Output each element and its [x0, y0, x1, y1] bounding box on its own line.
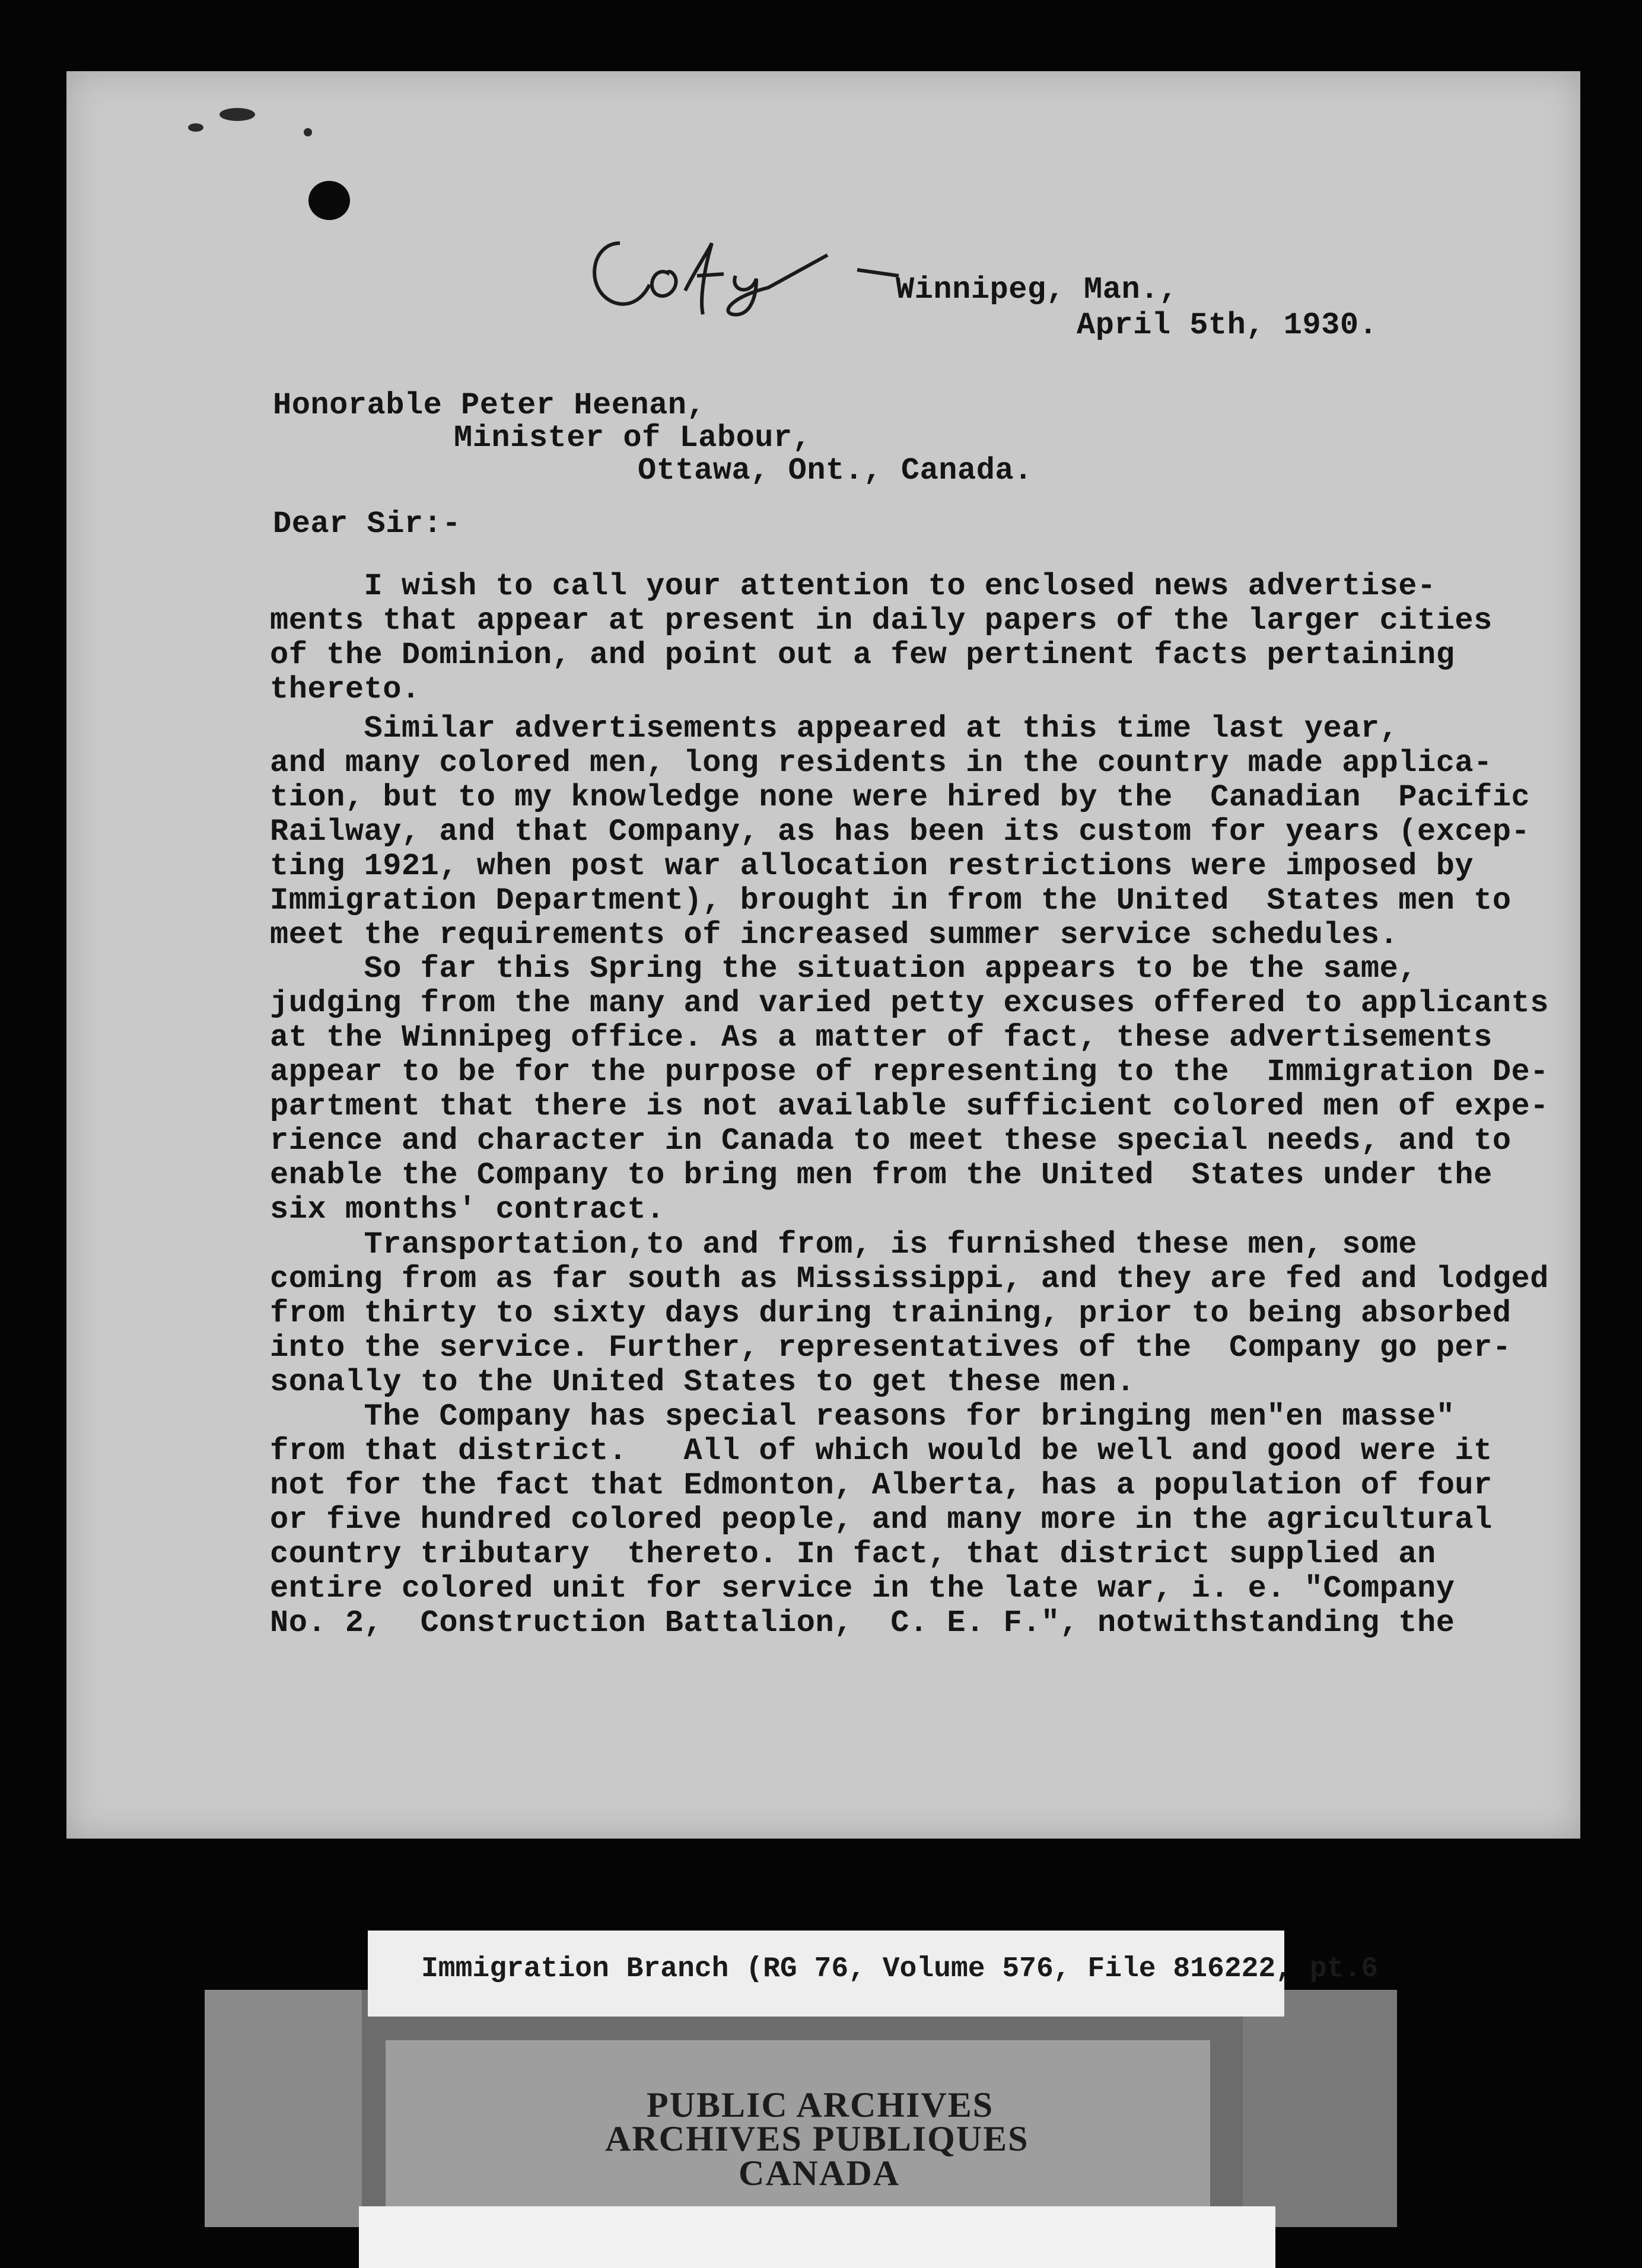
paragraph-line: from thirty to sixty days during training, prior to being absorbed: [270, 1296, 1511, 1331]
archive-reference-label: [368, 1931, 1379, 2017]
paragraph-line: tion, but to my knowledge none were hired by the Canadian Pacific: [270, 780, 1530, 815]
paragraph-3: [270, 951, 1549, 1227]
paragraph-line: at the Winnipeg office. As a matter of fact, these advertisements: [270, 1020, 1493, 1055]
paragraph-line: ments that appear at present in daily papers of the larger cities: [270, 603, 1493, 638]
paragraph-line: six months' contract.: [270, 1192, 665, 1227]
archive-stamp-line-3: CANADA: [739, 2154, 900, 2193]
paragraph-line: from that district. All of which would be well and good were it: [270, 1434, 1493, 1469]
paragraph-line: partment that there is not available sufficient colored men of expe-: [270, 1089, 1549, 1124]
archive-reference-text: Immigration Branch (RG 76, Volume 576, File 816222, pt.6: [421, 1953, 1379, 1985]
paragraph-line: into the service. Further, representatives of the Company go per-: [270, 1330, 1511, 1365]
paragraph-line: meet the requirements of increased summer service schedules.: [270, 918, 1399, 953]
recipient-name: Honorable Peter Heenan,: [273, 388, 706, 423]
paragraph-line: I wish to call your attention to enclosed news advertise-: [270, 569, 1436, 604]
paragraph-line: appear to be for the purpose of representing to the Immigration De-: [270, 1055, 1549, 1090]
recipient-title: Minister of Labour,: [454, 421, 812, 455]
paragraph-line: Transportation,to and from, is furnished these men, some: [270, 1227, 1418, 1262]
archive-tray-left: [205, 1990, 362, 2227]
archive-stamp-line-2: ARCHIVES PUBLIQUES: [605, 2119, 1029, 2158]
paragraph-line: thereto.: [270, 672, 421, 707]
paragraph-line: not for the fact that Edmonton, Alberta, has a population of four: [270, 1468, 1493, 1503]
paragraph-line: enable the Company to bring men from the United States under the: [270, 1158, 1493, 1193]
ink-smudge: [188, 123, 203, 132]
paragraph-line: or five hundred colored people, and many more in the agricultural: [270, 1502, 1493, 1537]
paragraph-line: sonally to the United States to get these men.: [270, 1365, 1135, 1400]
paragraph-line: ting 1921, when post war allocation restrictions were imposed by: [270, 849, 1474, 884]
paragraph-line: country tributary thereto. In fact, that district supplied an: [270, 1537, 1436, 1572]
archive-bottom-strip: [359, 2206, 1275, 2268]
letter-date: April 5th, 1930.: [1077, 308, 1378, 343]
paragraph-line: and many colored men, long residents in the country made applica-: [270, 746, 1493, 781]
paragraph-line: judging from the many and varied petty excuses offered to applicants: [270, 986, 1549, 1021]
letter-place: Winnipeg, Man.,: [896, 272, 1178, 307]
paragraph-line: The Company has special reasons for bringing men"en masse": [270, 1399, 1455, 1434]
paragraph-line: of the Dominion, and point out a few pertinent facts pertaining: [270, 638, 1455, 673]
paragraph-line: Railway, and that Company, as has been its custom for years (excep-: [270, 814, 1530, 849]
paragraph-line: entire colored unit for service in the late war, i. e. "Company: [270, 1571, 1455, 1606]
ink-smudge: [304, 128, 312, 136]
recipient-location: Ottawa, Ont., Canada.: [638, 453, 1033, 488]
paragraph-line: rience and character in Canada to meet these special needs, and to: [270, 1123, 1511, 1158]
paragraph-1: [270, 569, 1516, 707]
paragraph-line: So far this Spring the situation appears to be the same,: [270, 951, 1418, 986]
paragraph-line: Immigration Department), brought in from the United States men to: [270, 883, 1511, 918]
punch-hole: [308, 181, 350, 220]
paragraph-4: [270, 1227, 1549, 1400]
archive-stamp-line-1: PUBLIC ARCHIVES: [647, 2085, 994, 2124]
ink-smudge: [219, 108, 255, 121]
paragraph-line: Similar advertisements appeared at this time last year,: [270, 711, 1399, 746]
paragraph-line: coming from as far south as Mississippi, and they are fed and lodged: [270, 1262, 1549, 1297]
handwritten-copy-note: [578, 219, 946, 320]
paragraph-5: [270, 1400, 1516, 1641]
archive-tray-right: [1243, 1990, 1397, 2227]
paragraph-line: No. 2, Construction Battalion, C. E. F.", notwithstanding the: [270, 1606, 1455, 1641]
paragraph-2: [270, 711, 1530, 953]
salutation: Dear Sir:-: [273, 507, 462, 541]
